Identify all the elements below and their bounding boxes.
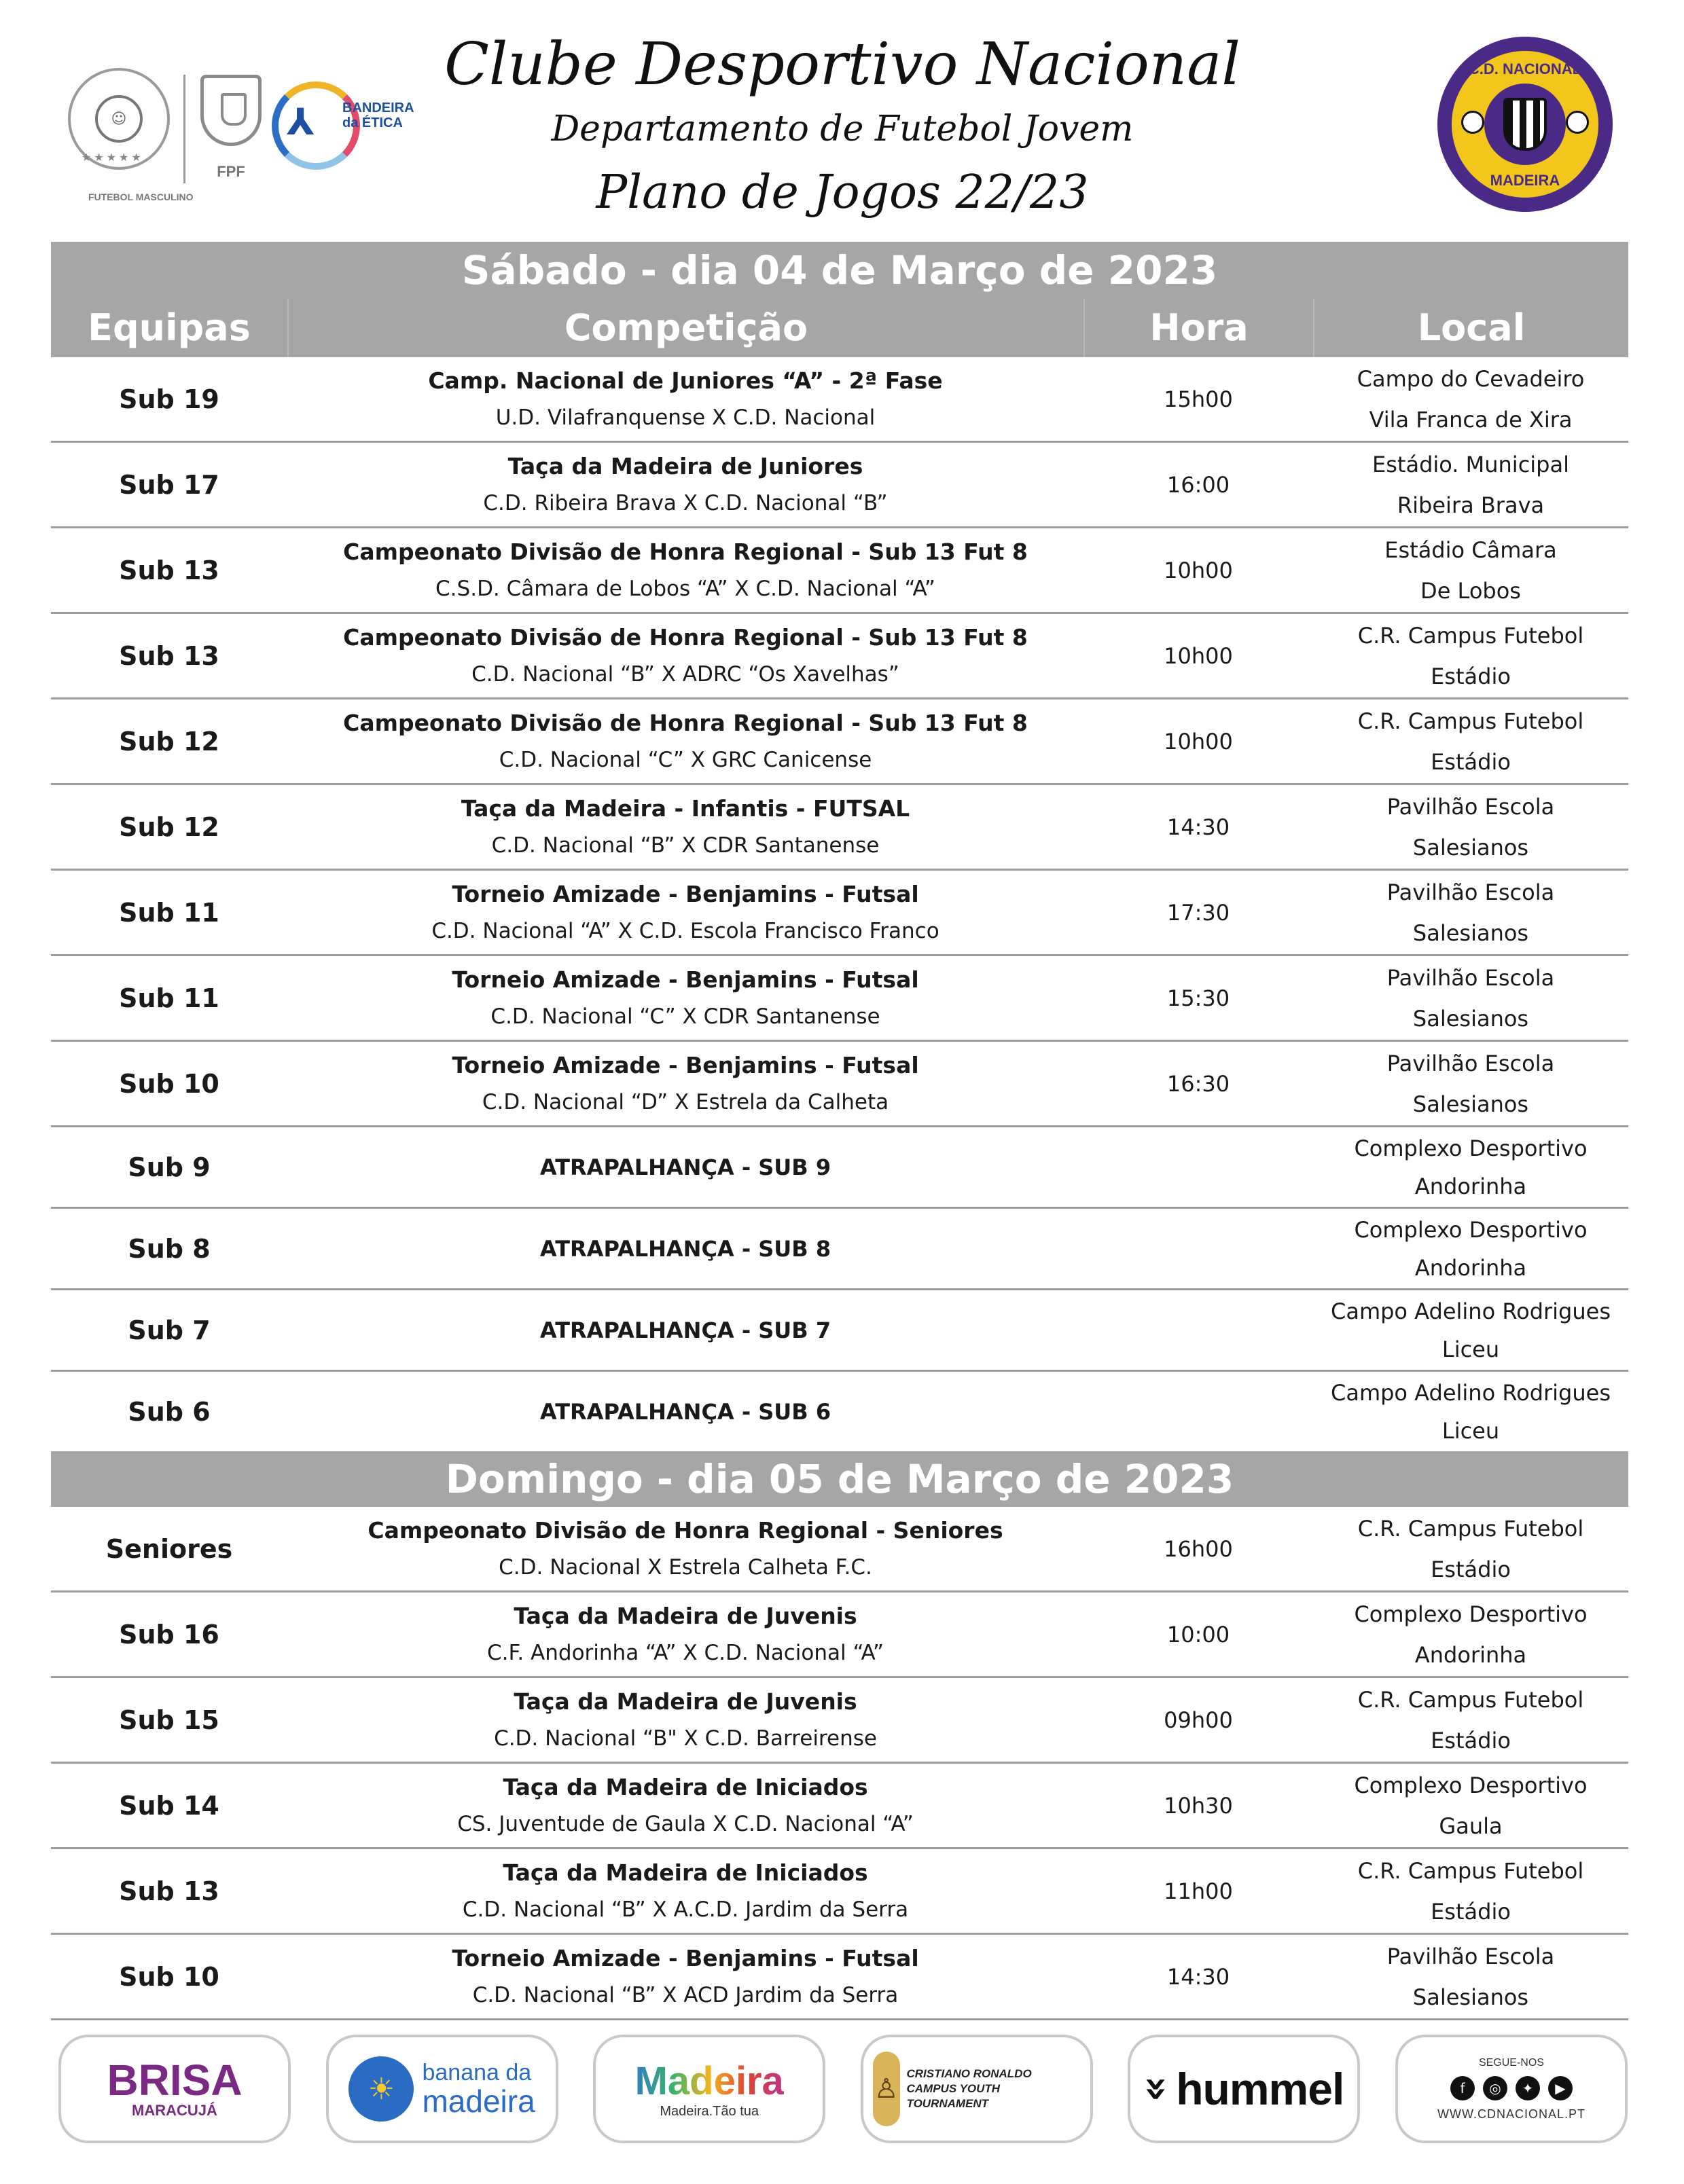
table-row <box>51 871 1628 956</box>
team-cell: Sub 10 <box>119 1068 219 1099</box>
table-row <box>51 1764 1628 1849</box>
time-cell: 14:30 <box>1166 1963 1230 1990</box>
venue-cell <box>1313 1764 1628 1847</box>
team-cell: Sub 8 <box>128 1233 211 1264</box>
team-cell: Sub 13 <box>119 1876 219 1906</box>
competition-cell <box>287 614 1083 697</box>
competition-cell <box>287 871 1083 954</box>
time-cell: 16h00 <box>1164 1535 1233 1562</box>
hummel-logo-text: hummel <box>1176 2064 1344 2114</box>
competition-cell <box>287 1849 1083 1933</box>
match-fixture: C.F. Andorinha “A” X C.D. Nacional “A” <box>486 1640 884 1665</box>
col-header-competition: Competição <box>287 299 1083 357</box>
time-cell: 16:30 <box>1166 1070 1230 1097</box>
time-cell: 14:30 <box>1166 814 1230 840</box>
competition-name: Campeonato Divisão de Honra Regional - Sub 13 Fut 8 <box>343 538 1028 565</box>
venue-cell <box>1313 1290 1628 1370</box>
crest-top-text: C.D. NACIONAL <box>1468 60 1582 77</box>
match-fixture: C.D. Nacional “C” X GRC Canicense <box>499 747 872 772</box>
table-row <box>51 1507 1628 1592</box>
table-row <box>51 1678 1628 1764</box>
website-url[interactable]: WWW.CDNACIONAL.PT <box>1437 2107 1586 2121</box>
venue-line: C.R. Campus Futebol <box>1357 1857 1584 1884</box>
table-row <box>51 357 1628 443</box>
facebook-icon[interactable]: f <box>1450 2076 1475 2100</box>
match-fixture: C.D. Nacional “B” X A.C.D. Jardim da Serra <box>462 1897 909 1922</box>
club-crest-logo <box>1437 37 1613 212</box>
logo-divider <box>183 75 185 183</box>
competition-name: Campeonato Divisão de Honra Regional - Seniores <box>368 1516 1003 1544</box>
certification-logos <box>68 68 421 211</box>
table-row <box>51 1372 1628 1453</box>
competition-name: Taça da Madeira de Juvenis <box>514 1688 857 1715</box>
table-row <box>51 785 1628 871</box>
competition-cell <box>287 1764 1083 1847</box>
venue-line: Andorinha <box>1414 1641 1527 1668</box>
venue-line: Complexo Desportivo <box>1354 1135 1588 1161</box>
competition-name: Camp. Nacional de Juniores “A” - 2ª Fase <box>428 367 943 394</box>
venue-line: Andorinha <box>1414 1254 1527 1281</box>
venue-line: Ribeira Brava <box>1397 492 1545 518</box>
competition-name: ATRAPALHANÇA - SUB 9 <box>539 1154 831 1180</box>
social-links <box>1395 2035 1628 2143</box>
team-cell: Sub 16 <box>119 1619 219 1650</box>
team-cell: Sub 12 <box>119 726 219 757</box>
badge-stars-icon: ★★★★★ <box>82 151 144 164</box>
competition-name: Taça da Madeira de Juniores <box>507 452 863 479</box>
sponsor-madeira <box>593 2035 825 2143</box>
venue-cell <box>1313 1935 1628 2018</box>
table-row <box>51 1209 1628 1290</box>
competition-name: Campeonato Divisão de Honra Regional - Sub 13 Fut 8 <box>343 623 1028 651</box>
match-fixture: C.D. Ribeira Brava X C.D. Nacional “B” <box>483 490 888 515</box>
venue-line: Estádio <box>1431 1727 1511 1753</box>
day-title: Domingo - dia 05 de Março de 2023 <box>51 1451 1628 1507</box>
venue-line: Estádio. Municipal <box>1372 451 1569 477</box>
column-headers <box>51 299 1628 357</box>
time-cell: 10:00 <box>1166 1621 1230 1648</box>
competition-cell <box>287 443 1083 526</box>
match-fixture: C.S.D. Câmara de Lobos “A” X C.D. Nacional “A” <box>435 576 935 601</box>
time-cell: 10h00 <box>1164 728 1233 754</box>
sponsor-cr-campus <box>861 2035 1093 2143</box>
competition-name: Taça da Madeira de Iniciados <box>503 1773 868 1800</box>
competition-cell <box>287 1592 1083 1676</box>
table-row <box>51 1849 1628 1935</box>
venue-line: Pavilhão Escola <box>1386 1050 1555 1076</box>
football-icon <box>1566 111 1589 134</box>
brisa-sub-text: MARACUJÁ <box>132 2102 217 2119</box>
venue-line: Gaula <box>1439 1813 1503 1839</box>
venue-line: C.R. Campus Futebol <box>1357 708 1584 734</box>
match-fixture: C.D. Nacional “D” X Estrela da Calheta <box>482 1089 889 1114</box>
sunday-schedule <box>51 1451 1628 2020</box>
venue-cell <box>1313 1127 1628 1207</box>
crest-bottom-text: MADEIRA <box>1490 172 1560 189</box>
venue-line: Pavilhão Escola <box>1386 1943 1555 1969</box>
youtube-icon[interactable]: ▶ <box>1548 2076 1573 2100</box>
venue-cell <box>1313 1849 1628 1933</box>
competition-name: ATRAPALHANÇA - SUB 6 <box>539 1398 831 1425</box>
venue-line: Estádio <box>1431 1898 1511 1925</box>
venue-cell <box>1313 956 1628 1040</box>
venue-line: Salesianos <box>1412 1091 1529 1117</box>
col-header-venue: Local <box>1313 299 1628 357</box>
competition-name: ATRAPALHANÇA - SUB 8 <box>539 1235 831 1262</box>
competition-cell <box>287 1507 1083 1590</box>
venue-line: Salesianos <box>1412 920 1529 946</box>
instagram-icon[interactable]: ◎ <box>1483 2076 1507 2100</box>
player-silhouette-icon: ♙ <box>873 2052 900 2126</box>
venue-line: Salesianos <box>1412 1005 1529 1032</box>
time-cell: 10h00 <box>1164 557 1233 583</box>
venue-cell <box>1313 1592 1628 1676</box>
team-cell: Sub 17 <box>119 469 219 500</box>
time-cell <box>1083 1372 1313 1451</box>
table-row <box>51 1592 1628 1678</box>
striped-shield-icon <box>1503 98 1547 151</box>
sponsor-hummel <box>1128 2035 1360 2143</box>
sponsor-bar <box>58 2035 1628 2143</box>
competition-cell <box>287 1372 1083 1451</box>
venue-cell <box>1313 699 1628 783</box>
time-cell: 10h30 <box>1164 1792 1233 1819</box>
time-cell: 16:00 <box>1166 471 1230 498</box>
venue-line: Pavilhão Escola <box>1386 879 1555 905</box>
team-cell: Sub 12 <box>119 812 219 842</box>
sponsor-brisa <box>58 2035 291 2143</box>
bandeira-etica-logo <box>272 81 421 170</box>
venue-cell <box>1313 1042 1628 1125</box>
futebol-masculino-label: FUTEBOL MASCULINO <box>88 192 194 202</box>
competition-name: Taça da Madeira de Iniciados <box>503 1859 868 1886</box>
competition-name: Torneio Amizade - Benjamins - Futsal <box>452 966 919 993</box>
venue-line: Salesianos <box>1412 1984 1529 2010</box>
department-name: Departamento de Futebol Jovem <box>551 109 1134 149</box>
competition-cell <box>287 1290 1083 1370</box>
venue-line: Pavilhão Escola <box>1386 793 1555 820</box>
venue-cell <box>1313 443 1628 526</box>
venue-cell <box>1313 1372 1628 1451</box>
banana-icon: ☀ <box>348 2056 414 2122</box>
venue-cell <box>1313 871 1628 954</box>
etica-label-2: da ÉTICA <box>342 115 403 130</box>
team-cell: Sub 10 <box>119 1961 219 1992</box>
competition-name: Campeonato Divisão de Honra Regional - Sub 13 Fut 8 <box>343 709 1028 736</box>
competition-name: Taça da Madeira - Infantis - FUTSAL <box>461 795 910 822</box>
competition-cell <box>287 699 1083 783</box>
venue-line: Salesianos <box>1412 834 1529 860</box>
sponsor-banana-madeira <box>326 2035 558 2143</box>
table-row <box>51 528 1628 614</box>
competition-name: Torneio Amizade - Benjamins - Futsal <box>452 1051 919 1078</box>
badge-emblem-icon: ☺ <box>95 95 143 143</box>
venue-line: Estádio <box>1431 748 1511 775</box>
plan-title: Plano de Jogos 22/23 <box>596 166 1089 219</box>
venue-line: Campo Adelino Rodrigues <box>1330 1298 1611 1324</box>
brisa-logo-text: BRISA <box>107 2056 243 2105</box>
cr-campus-text: CRISTIANO RONALDO CAMPUS YOUTH TOURNAMENT <box>906 2067 1032 2110</box>
follow-label: SEGUE-NOS <box>1478 2056 1544 2069</box>
venue-cell <box>1313 1507 1628 1590</box>
competition-cell <box>287 1042 1083 1125</box>
venue-cell <box>1313 528 1628 612</box>
competition-cell <box>287 528 1083 612</box>
table-row <box>51 443 1628 528</box>
banana-line-2: madeira <box>422 2083 535 2119</box>
team-cell: Seniores <box>105 1533 233 1564</box>
venue-line: Andorinha <box>1414 1173 1527 1199</box>
etica-figures-icon: ⅄ <box>287 101 315 143</box>
venue-cell <box>1313 614 1628 697</box>
competition-cell <box>287 357 1083 441</box>
match-fixture: C.D. Nacional “B” X CDR Santanense <box>491 833 880 858</box>
table-row <box>51 956 1628 1042</box>
venue-line: Campo do Cevadeiro <box>1357 365 1585 392</box>
fpf-label: FPF <box>217 163 245 180</box>
venue-cell <box>1313 785 1628 869</box>
time-cell: 15h00 <box>1164 386 1233 412</box>
venue-line: Liceu <box>1441 1417 1500 1444</box>
match-fixture: C.D. Nacional “C” X CDR Santanense <box>490 1004 880 1029</box>
day-title: Sábado - dia 04 de Março de 2023 <box>51 242 1628 299</box>
table-row <box>51 1042 1628 1127</box>
venue-line: Complexo Desportivo <box>1354 1772 1588 1798</box>
competition-name: Torneio Amizade - Benjamins - Futsal <box>452 880 919 907</box>
football-icon <box>1461 111 1484 134</box>
twitter-icon[interactable]: ✦ <box>1516 2076 1540 2100</box>
match-fixture: C.D. Nacional “B" X C.D. Barreirense <box>494 1726 877 1751</box>
saturday-schedule <box>51 242 1628 1453</box>
madeira-logo-text: Madeira <box>634 2058 784 2103</box>
venue-line: Estádio Câmara <box>1384 536 1557 563</box>
time-cell: 10h00 <box>1164 642 1233 669</box>
venue-line: Estádio <box>1431 1556 1511 1582</box>
team-cell: Sub 11 <box>119 897 219 928</box>
match-fixture: U.D. Vilafranquense X C.D. Nacional <box>495 405 876 430</box>
venue-line: De Lobos <box>1420 577 1521 604</box>
competition-cell <box>287 1935 1083 2018</box>
match-fixture: C.D. Nacional “A” X C.D. Escola Francisco Franco <box>431 918 939 943</box>
venue-line: Complexo Desportivo <box>1354 1216 1588 1243</box>
table-row <box>51 1127 1628 1209</box>
title-block <box>421 27 1264 227</box>
competition-cell <box>287 1678 1083 1762</box>
time-cell: 15:30 <box>1166 985 1230 1011</box>
club-name: Clube Desportivo Nacional <box>444 31 1240 98</box>
team-cell: Sub 13 <box>119 640 219 671</box>
team-cell: Sub 9 <box>128 1152 211 1182</box>
time-cell <box>1083 1209 1313 1288</box>
match-fixture: C.D. Nacional X Estrela Calheta F.C. <box>499 1554 872 1580</box>
competition-name: Torneio Amizade - Benjamins - Futsal <box>452 1944 919 1971</box>
page-header <box>0 0 1684 242</box>
venue-cell <box>1313 1678 1628 1762</box>
madeira-tagline: Madeira.Tão tua <box>660 2103 759 2119</box>
competition-cell <box>287 785 1083 869</box>
time-cell: 09h00 <box>1164 1707 1233 1733</box>
team-cell: Sub 19 <box>119 384 219 414</box>
venue-line: Estádio <box>1431 663 1511 689</box>
time-cell: 11h00 <box>1164 1878 1233 1904</box>
game-rows <box>51 357 1628 1453</box>
venue-cell <box>1313 1209 1628 1288</box>
team-cell: Sub 6 <box>128 1396 211 1427</box>
venue-line: Liceu <box>1441 1336 1500 1362</box>
competition-cell <box>287 1209 1083 1288</box>
venue-line: Pavilhão Escola <box>1386 964 1555 991</box>
competition-name: Taça da Madeira de Juvenis <box>514 1602 857 1629</box>
table-row <box>51 1290 1628 1372</box>
team-cell: Sub 15 <box>119 1705 219 1735</box>
hummel-chevron-icon: » <box>1133 2075 1181 2103</box>
match-fixture: C.D. Nacional “B” X ADRC “Os Xavelhas” <box>471 661 899 687</box>
venue-line: C.R. Campus Futebol <box>1357 622 1584 649</box>
etica-label-1: BANDEIRA <box>342 101 414 115</box>
banana-line-1: banana da <box>422 2060 532 2086</box>
time-cell <box>1083 1290 1313 1370</box>
col-header-team: Equipas <box>88 306 251 349</box>
venue-line: Vila Franca de Xira <box>1369 406 1573 433</box>
game-rows <box>51 1507 1628 2020</box>
competition-cell <box>287 1127 1083 1207</box>
competition-cell <box>287 956 1083 1040</box>
time-cell: 17:30 <box>1166 899 1230 926</box>
time-cell <box>1083 1127 1313 1207</box>
match-fixture: C.D. Nacional “B” X ACD Jardim da Serra <box>472 1982 899 2007</box>
competition-name: ATRAPALHANÇA - SUB 7 <box>539 1317 831 1343</box>
fpf-crest-icon <box>197 75 265 163</box>
venue-line: Campo Adelino Rodrigues <box>1330 1379 1611 1406</box>
team-cell: Sub 14 <box>119 1790 219 1821</box>
col-header-time: Hora <box>1083 299 1313 357</box>
team-cell: Sub 7 <box>128 1315 211 1345</box>
match-fixture: CS. Juventude de Gaula X C.D. Nacional “A” <box>457 1811 914 1836</box>
team-cell: Sub 11 <box>119 983 219 1013</box>
team-cell: Sub 13 <box>119 555 219 585</box>
table-row <box>51 699 1628 785</box>
table-row <box>51 1935 1628 2020</box>
venue-line: C.R. Campus Futebol <box>1357 1515 1584 1542</box>
venue-line: Complexo Desportivo <box>1354 1601 1588 1627</box>
venue-cell <box>1313 357 1628 441</box>
venue-line: C.R. Campus Futebol <box>1357 1686 1584 1713</box>
table-row <box>51 614 1628 699</box>
